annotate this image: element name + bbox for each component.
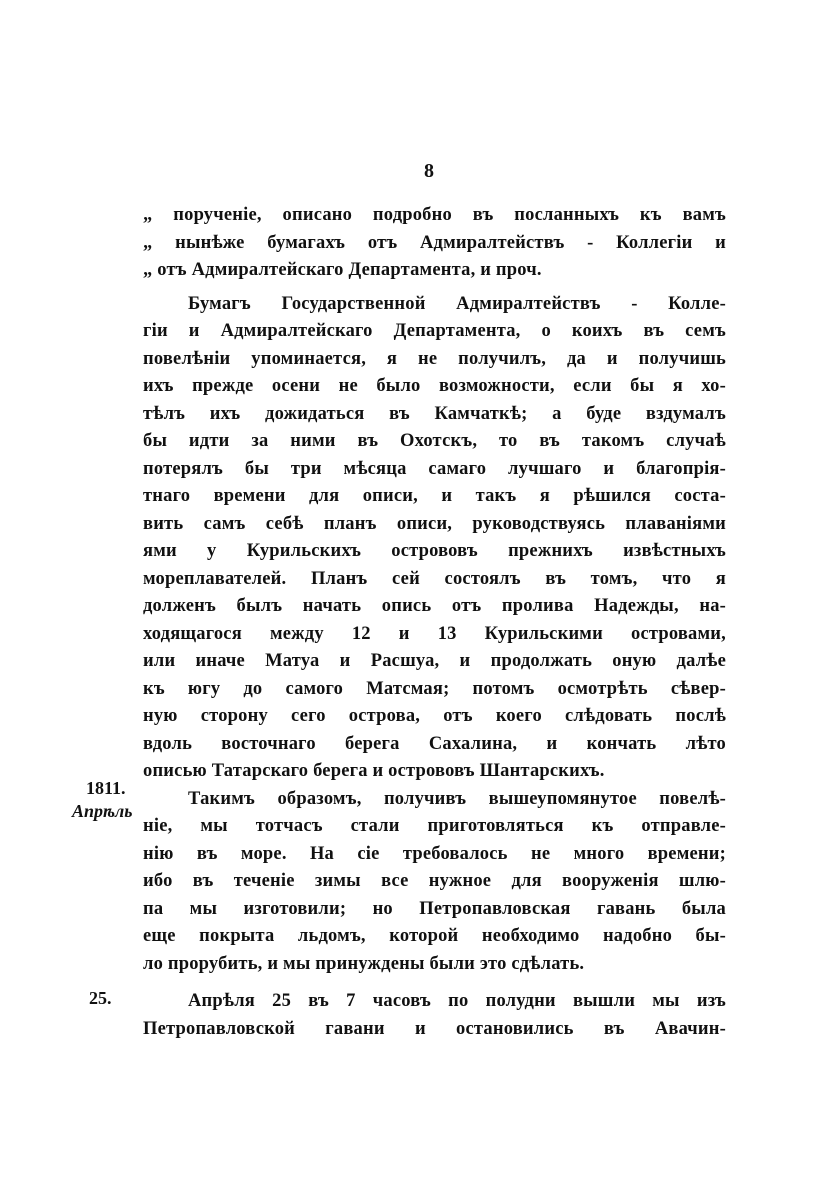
text-line: „ нынѣже бумагахъ отъ Адмиралтействъ - Коллегіи и [143,232,726,253]
margin-note-month: Апрѣль [72,801,133,821]
text-line: повелѣніи упоминается, я не получилъ, да и получишь [143,348,726,369]
text-line: ную сторону сего острова, отъ коего слѣдовать послѣ [143,706,726,726]
body-text [143,202,726,1043]
text-line: Бумагъ Государственной Адмиралтействъ - Колле- [188,293,726,314]
text-line: Петропавловской гавани и остановились въ Авачин- [143,1018,726,1039]
page-number: 8 [424,160,434,182]
text-line: гіи и Адмиралтейскаго Департамента, о коихъ въ семъ [143,321,726,341]
text-line: ихъ прежде осени не было возможности, если бы я хо- [143,376,726,396]
text-line: ями у Курильскихъ острововъ прежнихъ извѣстныхъ [143,541,726,561]
text-line: ло прорубить, и мы принуждены были это сдѣлать. [143,953,585,974]
text-line: вдоль восточнаго берега Сахалина, и кончать лѣто [143,733,726,754]
text-line: тнаго времени для описи, и такъ я рѣшился соста- [143,486,726,506]
text-line: „ отъ Адмиралтейскаго Департамента, и проч. [143,260,542,280]
text-line: вить самъ себѣ планъ описи, руководствуясь плаваніями [143,513,726,534]
text-line: тѣлъ ихъ дожидаться въ Камчаткѣ; а буде вздумалъ [143,403,726,424]
text-line: еще покрыта льдомъ, которой необходимо надобно бы- [143,926,726,946]
text-line: къ югу до самого Матсмая; потомъ осмотрѣть сѣвер- [143,678,726,699]
margin-note-day: 25. [89,988,112,1008]
text-line: мореплавателей. Планъ сей состоялъ въ томъ, что я [143,568,726,589]
text-line: ніе, мы тотчасъ стали приготовляться къ отправле- [143,816,726,836]
text-line: или иначе Матуа и Расшуа, и продолжать оную далѣе [143,651,726,671]
text-line: нію въ море. На сіе требовалось не много времени; [143,843,726,864]
text-line: па мы изготовили; но Петропавловская гавань была [143,898,726,919]
text-line: бы идти за ними въ Охотскъ, то въ такомъ случаѣ [143,431,726,451]
text-line: Апрѣля 25 въ 7 часовъ по полудни вышли мы изъ [188,991,726,1011]
text-line: долженъ былъ начать опись отъ пролива Надежды, на- [143,596,726,616]
text-line: „ порученіе, описано подробно въ посланныхъ къ вамъ [143,205,726,225]
text-line: описью Татарскаго берега и острововъ Шантарскихъ. [143,761,605,781]
text-line: потерялъ бы три мѣсяца самаго лучшаго и благопрія- [143,458,726,479]
text-line: ибо въ теченіе зимы все нужное для вооруженія шлю- [143,871,726,891]
text-line: ходящагося между 12 и 13 Курильскими островами, [143,623,726,644]
margin-note-year: 1811. [86,778,126,798]
text-line: Такимъ образомъ, получивъ вышеупомянутое повелѣ- [188,788,726,809]
